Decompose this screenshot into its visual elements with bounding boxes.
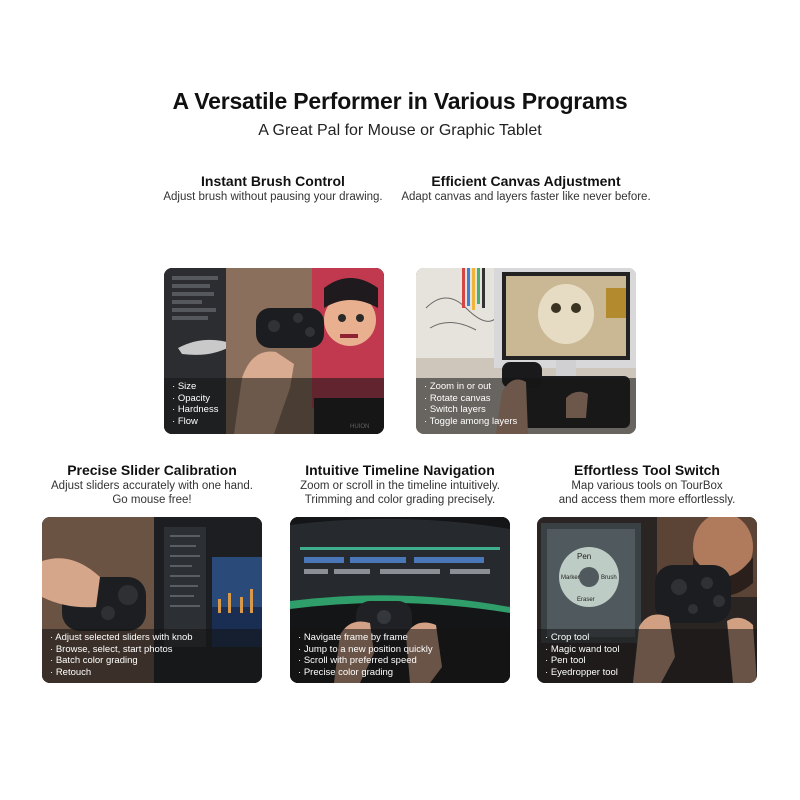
feature-card-canvas bbox=[416, 268, 636, 434]
feature-timeline-header bbox=[275, 461, 525, 507]
bullet-item: · Retouch bbox=[50, 667, 262, 679]
bullet-item: · Rotate canvas bbox=[424, 393, 636, 405]
feature-canvas-header bbox=[401, 172, 651, 204]
bullet-item: · Adjust selected sliders with knob bbox=[50, 632, 262, 644]
bullet-item: · Magic wand tool bbox=[545, 644, 757, 656]
feature-description: Adjust sliders accurately with one hand. bbox=[51, 480, 253, 492]
radial-tool-menu bbox=[559, 547, 619, 607]
feature-bullets bbox=[416, 378, 636, 434]
radial-menu-eraser: Eraser bbox=[577, 597, 595, 603]
radial-menu-brush: Brush bbox=[601, 575, 617, 581]
bullet-item: · Navigate frame by frame bbox=[298, 632, 510, 644]
feature-card-tool bbox=[537, 517, 757, 683]
feature-bullets bbox=[290, 629, 510, 683]
feature-title: Efficient Canvas Adjustment bbox=[431, 173, 621, 189]
bullet-item: · Pen tool bbox=[545, 655, 757, 667]
bullet-item: · Eyedropper tool bbox=[545, 667, 757, 679]
feature-title: Instant Brush Control bbox=[201, 173, 345, 189]
bullet-item: · Switch layers bbox=[424, 404, 636, 416]
feature-description: Adapt canvas and layers faster like never before. bbox=[401, 191, 651, 203]
feature-title: Effortless Tool Switch bbox=[574, 462, 720, 478]
bullet-item: · Scroll with preferred speed bbox=[298, 655, 510, 667]
bullet-item: · Batch color grading bbox=[50, 655, 262, 667]
feature-description: Map various tools on TourBox bbox=[571, 480, 723, 492]
feature-brush-header bbox=[148, 172, 398, 204]
bullet-item: · Jump to a new position quickly bbox=[298, 644, 510, 656]
feature-card-timeline bbox=[290, 517, 510, 683]
feature-tool-header bbox=[522, 461, 772, 507]
feature-card-brush bbox=[164, 268, 384, 434]
feature-card-slider bbox=[42, 517, 262, 683]
feature-description: and access them more effortlessly. bbox=[558, 494, 736, 506]
radial-menu-marker: Marker bbox=[561, 575, 580, 581]
feature-description: Zoom or scroll in the timeline intuitively. bbox=[300, 480, 500, 492]
page-title: A Versatile Performer in Various Programs bbox=[172, 88, 628, 114]
feature-title: Intuitive Timeline Navigation bbox=[305, 462, 495, 478]
bullet-item: · Toggle among layers bbox=[424, 416, 636, 428]
bullet-item: · Hardness bbox=[172, 404, 384, 416]
feature-bullets bbox=[537, 629, 757, 683]
bullet-item: · Browse, select, start photos bbox=[50, 644, 262, 656]
feature-description: Trimming and color grading precisely. bbox=[304, 494, 496, 506]
bullet-item: · Size bbox=[172, 381, 384, 393]
bullet-item: · Crop tool bbox=[545, 632, 757, 644]
feature-description: Adjust brush without pausing your drawing. bbox=[163, 191, 383, 203]
bullet-item: · Precise color grading bbox=[298, 667, 510, 679]
bullet-item: · Opacity bbox=[172, 393, 384, 405]
page-subtitle: A Great Pal for Mouse or Graphic Tablet bbox=[258, 122, 542, 139]
feature-title: Precise Slider Calibration bbox=[67, 462, 237, 478]
feature-bullets bbox=[42, 629, 262, 683]
bullet-item: · Flow bbox=[172, 416, 384, 428]
feature-bullets bbox=[164, 378, 384, 434]
bullet-item: · Zoom in or out bbox=[424, 381, 636, 393]
feature-slider-header bbox=[27, 461, 277, 507]
feature-description: Go mouse free! bbox=[112, 494, 192, 506]
radial-menu-pen: Pen bbox=[577, 552, 592, 561]
